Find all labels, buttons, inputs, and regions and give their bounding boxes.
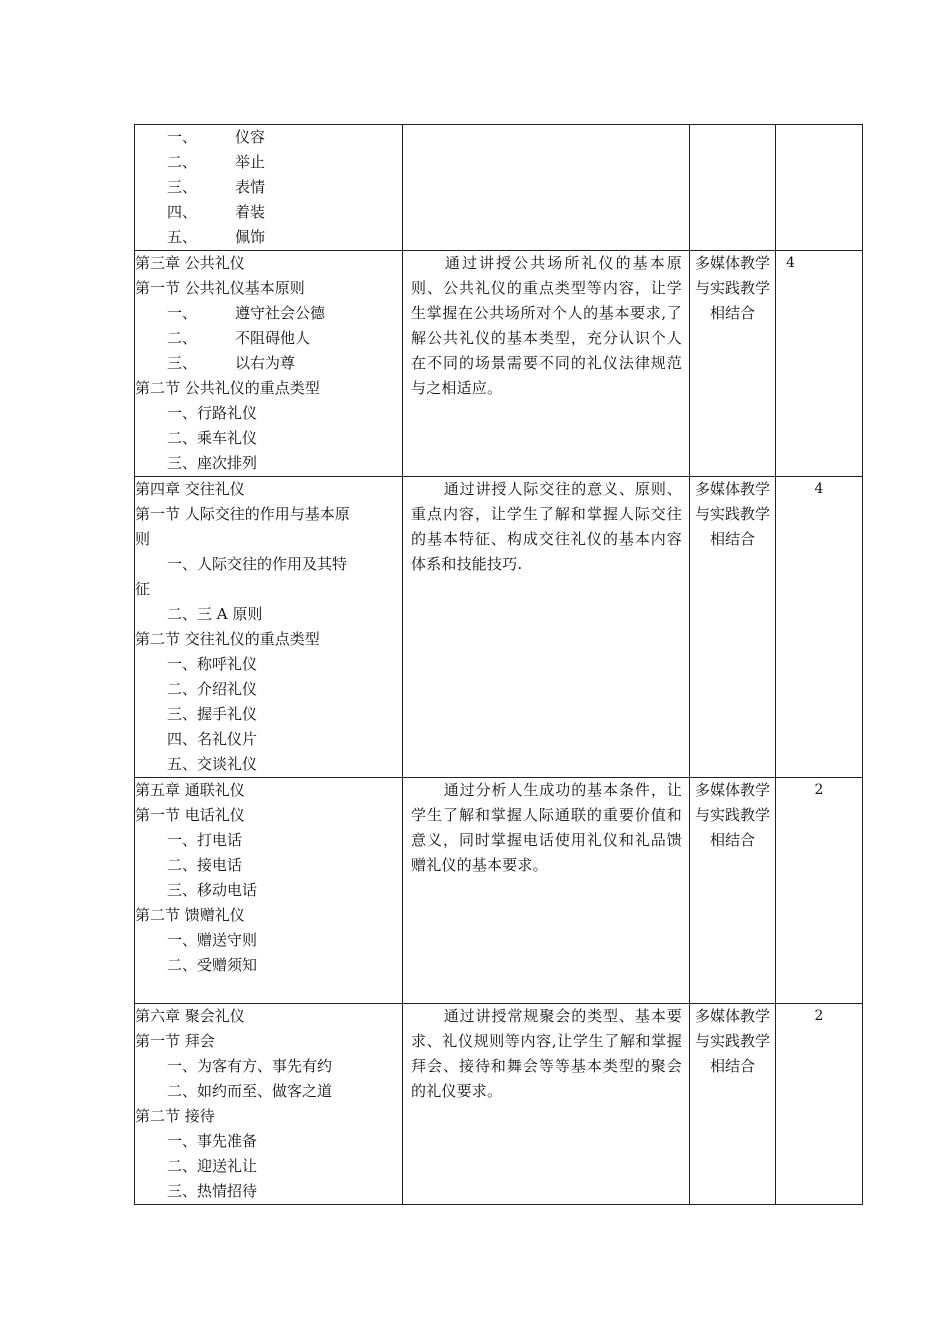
outline-text: 遵守社会公德: [235, 304, 326, 322]
hours-value: 4: [814, 481, 824, 497]
outline-line: 三、移动电话: [167, 881, 258, 899]
outline-index: 四、: [167, 203, 198, 221]
outline-line: 第六章 聚会礼仪: [135, 1007, 245, 1025]
table-row: [135, 1004, 863, 1205]
description-cell: [403, 1004, 690, 1205]
method-cell: [690, 477, 776, 778]
outline-text: 举止: [235, 153, 266, 171]
description-text: 通过讲授常规聚会的类型、基本要求、礼仪规则等内容,让学生了解和掌握拜会、接待和舞会等等基本类型的聚会的礼仪要求。: [411, 1007, 682, 1100]
outline-line: 二、接电话: [167, 856, 243, 874]
outline-line: [135, 225, 402, 250]
outline-line: 三、座次排列: [167, 454, 258, 472]
outline-line: 二、如约而至、做客之道: [167, 1082, 333, 1100]
outline-index: 一、: [167, 304, 198, 322]
outline-text: 以右为尊: [235, 354, 296, 372]
outline-line: 第四章 交往礼仪: [135, 480, 245, 498]
method-text: 多媒体教学与实践教学相结合: [694, 1007, 770, 1075]
outline-index: 三、: [167, 178, 198, 196]
description-cell: [403, 125, 690, 251]
outline-index: 二、: [167, 329, 198, 347]
outline-line: 三、热情招待: [167, 1182, 258, 1200]
method-cell: [690, 251, 776, 477]
outline-text: 不阻碍他人: [235, 329, 311, 347]
outline-line: 一、人际交往的作用及其特: [167, 555, 348, 573]
outline-line: 第三章 公共礼仪: [135, 254, 245, 272]
outline-line: [135, 301, 402, 326]
outline-cell: [135, 251, 403, 477]
outline-line: 二、三 A 原则: [167, 605, 263, 623]
outline-text: 佩饰: [235, 228, 266, 246]
outline-line: 五、交谈礼仪: [167, 755, 258, 773]
description-cell: [403, 477, 690, 778]
syllabus-table: [134, 124, 863, 1205]
table-row: [135, 251, 863, 477]
hours-cell: [776, 125, 863, 251]
outline-cell: [135, 477, 403, 778]
method-text: 多媒体教学与实践教学相结合: [694, 254, 770, 322]
outline-line: 征: [135, 580, 151, 598]
table-row: [135, 477, 863, 778]
outline-line: 第二节 接待: [135, 1107, 215, 1125]
outline-line: 一、行路礼仪: [167, 404, 258, 422]
outline-line: 第二节 交往礼仪的重点类型: [135, 630, 320, 648]
outline-index: 五、: [167, 228, 198, 246]
method-cell: [690, 1004, 776, 1205]
hours-cell: [776, 477, 863, 778]
outline-line: 第二节 公共礼仪的重点类型: [135, 379, 320, 397]
outline-line: 三、握手礼仪: [167, 705, 258, 723]
outline-line: [135, 150, 402, 175]
outline-text: 仪容: [235, 128, 266, 146]
outline-line: 二、受赠须知: [167, 956, 258, 974]
hours-value: 2: [814, 782, 824, 798]
outline-line: 第一节 人际交往的作用与基本原: [135, 505, 350, 523]
table-row: [135, 125, 863, 251]
hours-cell: [776, 251, 863, 477]
outline-line: 第一节 公共礼仪基本原则: [135, 279, 305, 297]
method-text: 多媒体教学与实践教学相结合: [694, 480, 770, 548]
outline-line: [135, 978, 402, 1003]
outline-line: 一、为客有方、事先有约: [167, 1057, 333, 1075]
hours-value: 2: [814, 1008, 824, 1024]
outline-index: 三、: [167, 354, 198, 372]
outline-line: 一、称呼礼仪: [167, 655, 258, 673]
outline-line: 则: [135, 530, 151, 548]
table-row: [135, 778, 863, 1004]
outline-cell: [135, 1004, 403, 1205]
outline-line: [135, 351, 402, 376]
outline-line: 第一节 拜会: [135, 1032, 215, 1050]
outline-cell: [135, 778, 403, 1004]
outline-line: [135, 175, 402, 200]
description-text: 通过分析人生成功的基本条件，让学生了解和掌握人际通联的重要价值和意义，同时掌握电话使用礼仪和礼品馈赠礼仪的基本要求。: [411, 781, 682, 874]
outline-line: 一、赠送守则: [167, 931, 258, 949]
description-text: 通过讲授人际交往的意义、原则、重点内容，让学生了解和掌握人际交往的基本特征、构成交往礼仪的基本内容体系和技能技巧.: [411, 480, 682, 573]
description-cell: [403, 778, 690, 1004]
outline-index: 二、: [167, 153, 198, 171]
outline-line: [135, 200, 402, 225]
outline-line: 一、事先准备: [167, 1132, 258, 1150]
hours-cell: [776, 778, 863, 1004]
outline-index: 一、: [167, 128, 198, 146]
hours-value: 4: [786, 255, 795, 271]
hours-cell: [776, 1004, 863, 1205]
outline-text: 表情: [235, 178, 266, 196]
description-cell: [403, 251, 690, 477]
method-cell: [690, 778, 776, 1004]
outline-line: [135, 326, 402, 351]
outline-line: 二、乘车礼仪: [167, 429, 258, 447]
outline-line: 第一节 电话礼仪: [135, 806, 245, 824]
outline-line: 第五章 通联礼仪: [135, 781, 245, 799]
outline-line: 四、名礼仪片: [167, 730, 258, 748]
outline-cell: [135, 125, 403, 251]
description-text: 通过讲授公共场所礼仪的基本原则、公共礼仪的重点类型等内容，让学生掌握在公共场所对个人的基本要求,了解公共礼仪的基本类型，充分认识个人在不同的场景需要不同的礼仪法律规范与之相适应。: [411, 254, 682, 397]
outline-line: 二、迎送礼让: [167, 1157, 258, 1175]
outline-line: 二、介绍礼仪: [167, 680, 258, 698]
method-text: 多媒体教学与实践教学相结合: [694, 781, 770, 849]
outline-text: 着装: [235, 203, 266, 221]
outline-line: [135, 125, 402, 150]
outline-line: 第二节 馈赠礼仪: [135, 906, 245, 924]
outline-line: 一、打电话: [167, 831, 243, 849]
method-cell: [690, 125, 776, 251]
